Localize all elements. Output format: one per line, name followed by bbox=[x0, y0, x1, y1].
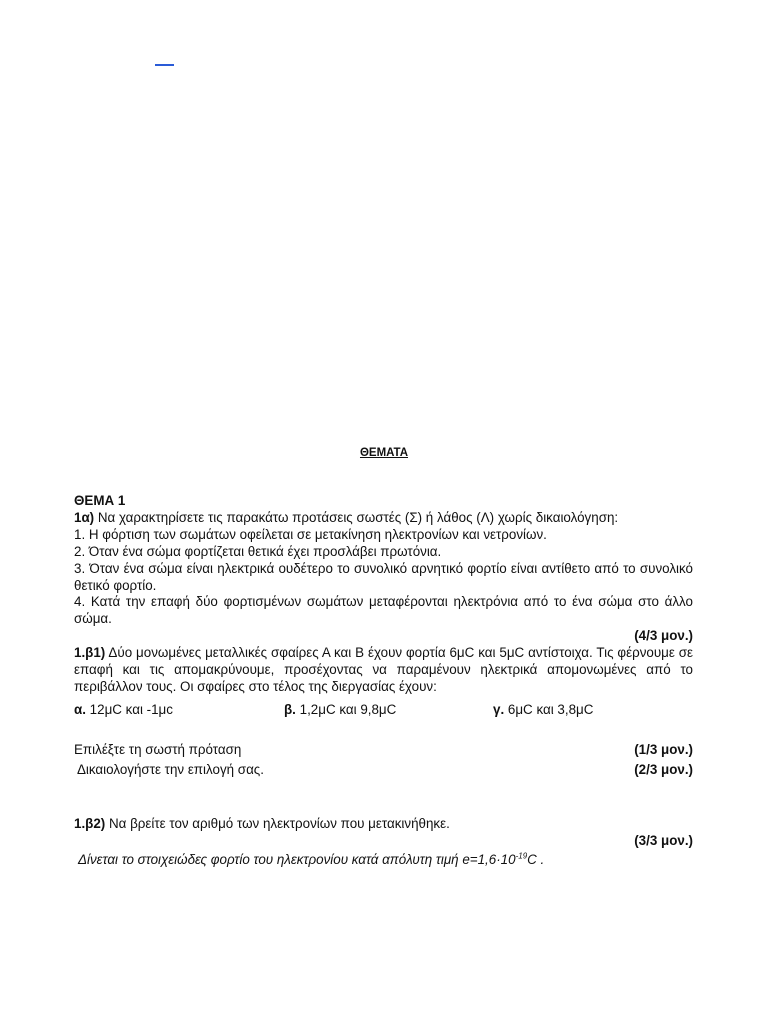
question-label: 1α) bbox=[74, 509, 95, 525]
statement-4: 4. Κατά την επαφή δύο φορτισμένων σωμάτων μεταφέρονται ηλεκτρόνια από το ένα σώμα στο άλλο σώμα. bbox=[74, 594, 693, 627]
question-1a bbox=[74, 510, 693, 527]
statement-3: 3. Όταν ένα σώμα είναι ηλεκτρικά ουδέτερο το συνολικό αρνητικό φορτίο είναι αντίθετο από το συνολικό θετικό φορτίο. bbox=[74, 560, 693, 593]
statement-2: 2. Όταν ένα σώμα φορτίζεται θετικά έχει προσλάβει πρωτόνια. bbox=[74, 543, 442, 559]
given-main: Δίνεται το στοιχειώδες φορτίο του ηλεκτρονίου κατά απόλυτη τιμή e=1,6·10 bbox=[78, 851, 516, 867]
option-a bbox=[74, 702, 173, 719]
points-1a: (4/3 μον.) bbox=[634, 628, 693, 644]
theme-heading: ΘΕΜΑ 1 bbox=[74, 493, 126, 508]
question-prompt: Να χαρακτηρίσετε τις παρακάτω προτάσεις σωστές (Σ) ή λάθος (Λ) χωρίς δικαιολόγηση: bbox=[94, 509, 619, 525]
option-letter: γ. bbox=[493, 701, 505, 717]
question-label: 1.β1) bbox=[74, 645, 106, 661]
choose-row bbox=[74, 742, 693, 759]
justify-row bbox=[74, 762, 693, 779]
question-label: 1.β2) bbox=[74, 815, 106, 831]
question-text: Να βρείτε τον αριθμό των ηλεκτρονίων που μετακινήθηκε. bbox=[105, 815, 450, 831]
option-text: 6μC και 3,8μC bbox=[504, 701, 594, 717]
question-1b2 bbox=[74, 816, 693, 833]
option-text: 1,2μC και 9,8μC bbox=[295, 701, 397, 717]
justify-points: (2/3 μον.) bbox=[634, 761, 693, 777]
choose-text: Επιλέξτε τη σωστή πρόταση bbox=[74, 741, 242, 757]
option-c bbox=[493, 702, 593, 719]
link-mark bbox=[155, 64, 174, 66]
question-text: Δύο μονωμένες μεταλλικές σφαίρες Α και Β έχουν φορτία 6μC και 5μC αντίστοιχα. Τις φέρνουμε σε επαφή και τις απομακρύνουμε, προσέχοντας να παραμένουν ηλεκτρικά απομονωμένες από το περιβάλλον τους. Οι σφαίρες στο τέλος της διεργασίας έχουν: bbox=[74, 645, 693, 694]
justify-text: Δικαιολογήστε την επιλογή σας. bbox=[74, 761, 264, 777]
question-1b1 bbox=[74, 645, 693, 696]
option-letter: β. bbox=[284, 701, 296, 717]
page-title: ΘΕΜΑΤΑ bbox=[359, 447, 409, 459]
document-body bbox=[74, 493, 693, 868]
option-letter: α. bbox=[74, 701, 86, 717]
option-text: 12μC και -1μc bbox=[85, 701, 173, 717]
option-b bbox=[284, 702, 396, 719]
points-1b2: (3/3 μον.) bbox=[634, 832, 693, 848]
given-exponent: -19 bbox=[515, 851, 528, 861]
answer-options bbox=[74, 702, 693, 719]
choose-points: (1/3 μον.) bbox=[634, 741, 693, 757]
given-tail: C . bbox=[527, 851, 545, 867]
given-constant bbox=[74, 852, 693, 869]
statement-1: 1. Η φόρτιση των σωμάτων οφείλεται σε μετακίνηση ηλεκτρονίων και νετρονίων. bbox=[74, 526, 547, 542]
